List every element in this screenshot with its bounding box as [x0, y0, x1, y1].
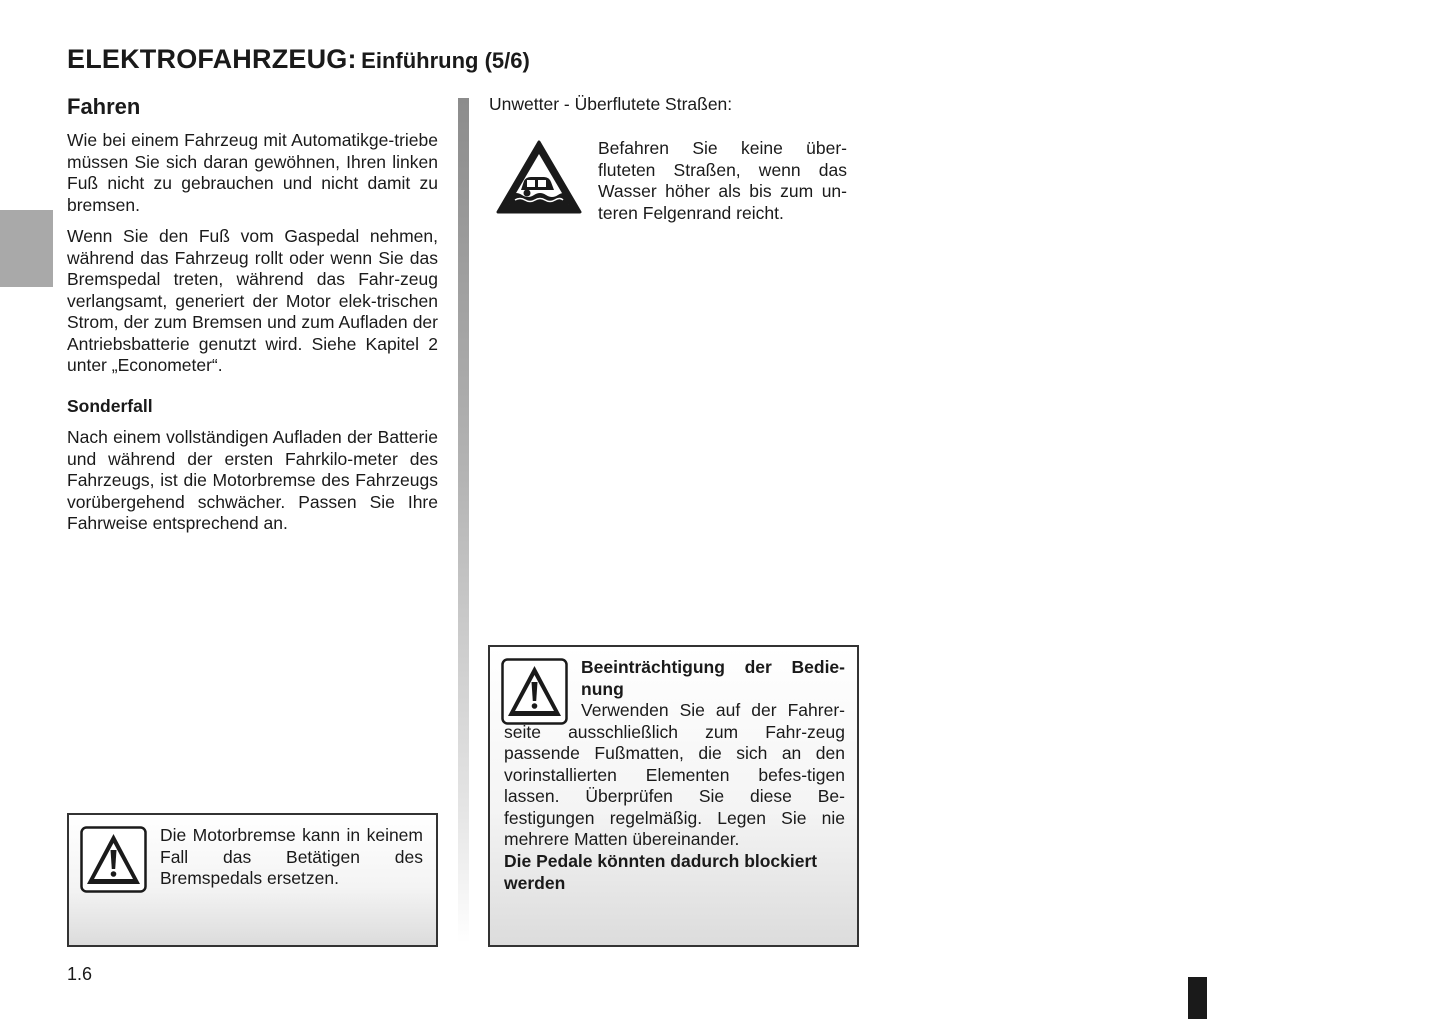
page-edge-marker	[1188, 977, 1207, 1019]
warning-box-motorbremse	[67, 813, 438, 947]
warning-body-bedienung: Verwenden Sie auf der Fahrer-seite ausschließlich zum Fahr-zeug passende Fußmatten, die sich an den vorinstallierten Elementen befes-tigen lassen. Überprüfen Sie diese Be-festigungen regelmäßig. Legen Sie nie mehrere Matten übereinander.	[504, 700, 845, 849]
column-divider	[458, 98, 469, 943]
section-heading-fahren: Fahren	[67, 94, 141, 119]
flooded-road-warning-icon	[496, 140, 582, 216]
warning-footer-bedienung: Die Pedale könnten dadurch blockiert werden	[504, 851, 818, 893]
warning-triangle-icon	[80, 826, 147, 893]
flood-intro: Unwetter - Überflutete Straßen:	[489, 94, 733, 114]
page-title-main: ELEKTROFAHRZEUG:	[67, 44, 357, 74]
paragraph-sonderfall: Nach einem vollständigen Aufladen der Batterie und während der ersten Fahrkilo-meter des Fahrzeugs, ist die Motorbremse des Fahrzeugs vorübergehend schwächer. Passen Sie Ihre Fahrweise entsprechend an.	[67, 427, 438, 533]
page-title-sub: Einführung (5/6)	[361, 48, 530, 73]
warning-box-bedienung	[488, 645, 859, 947]
paragraph-automatic: Wie bei einem Fahrzeug mit Automatikge-triebe müssen Sie sich daran gewöhnen, Ihren linken Fuß nicht zu gebrauchen und nicht damit zu bremsen.	[67, 130, 438, 215]
paragraph-recuperation: Wenn Sie den Fuß vom Gaspedal nehmen, während das Fahrzeug rollt oder wenn Sie das Bremspedal treten, während das Fahr-zeug verlangsamt, generiert der Motor elek-trischen Strom, der zum Bremsen und zum Aufladen der Antriebsbatterie genutzt wird. Siehe Kapitel 2 unter „Econometer“.	[67, 226, 438, 375]
subheading-sonderfall: Sonderfall	[67, 396, 153, 416]
warning-heading-bedienung: Beeinträchtigung der Bedie-nung	[581, 657, 845, 699]
warning-text-motorbremse: Die Motorbremse kann in keinem Fall das Betätigen des Bremspedals ersetzen.	[160, 825, 423, 888]
page-number: 1.6	[67, 964, 93, 984]
page-title	[67, 44, 530, 75]
chapter-tab	[0, 210, 53, 287]
flood-warning-text: Befahren Sie keine über-fluteten Straßen, wenn das Wasser höher als bis zum un-teren Felgenrand reicht.	[598, 138, 847, 223]
